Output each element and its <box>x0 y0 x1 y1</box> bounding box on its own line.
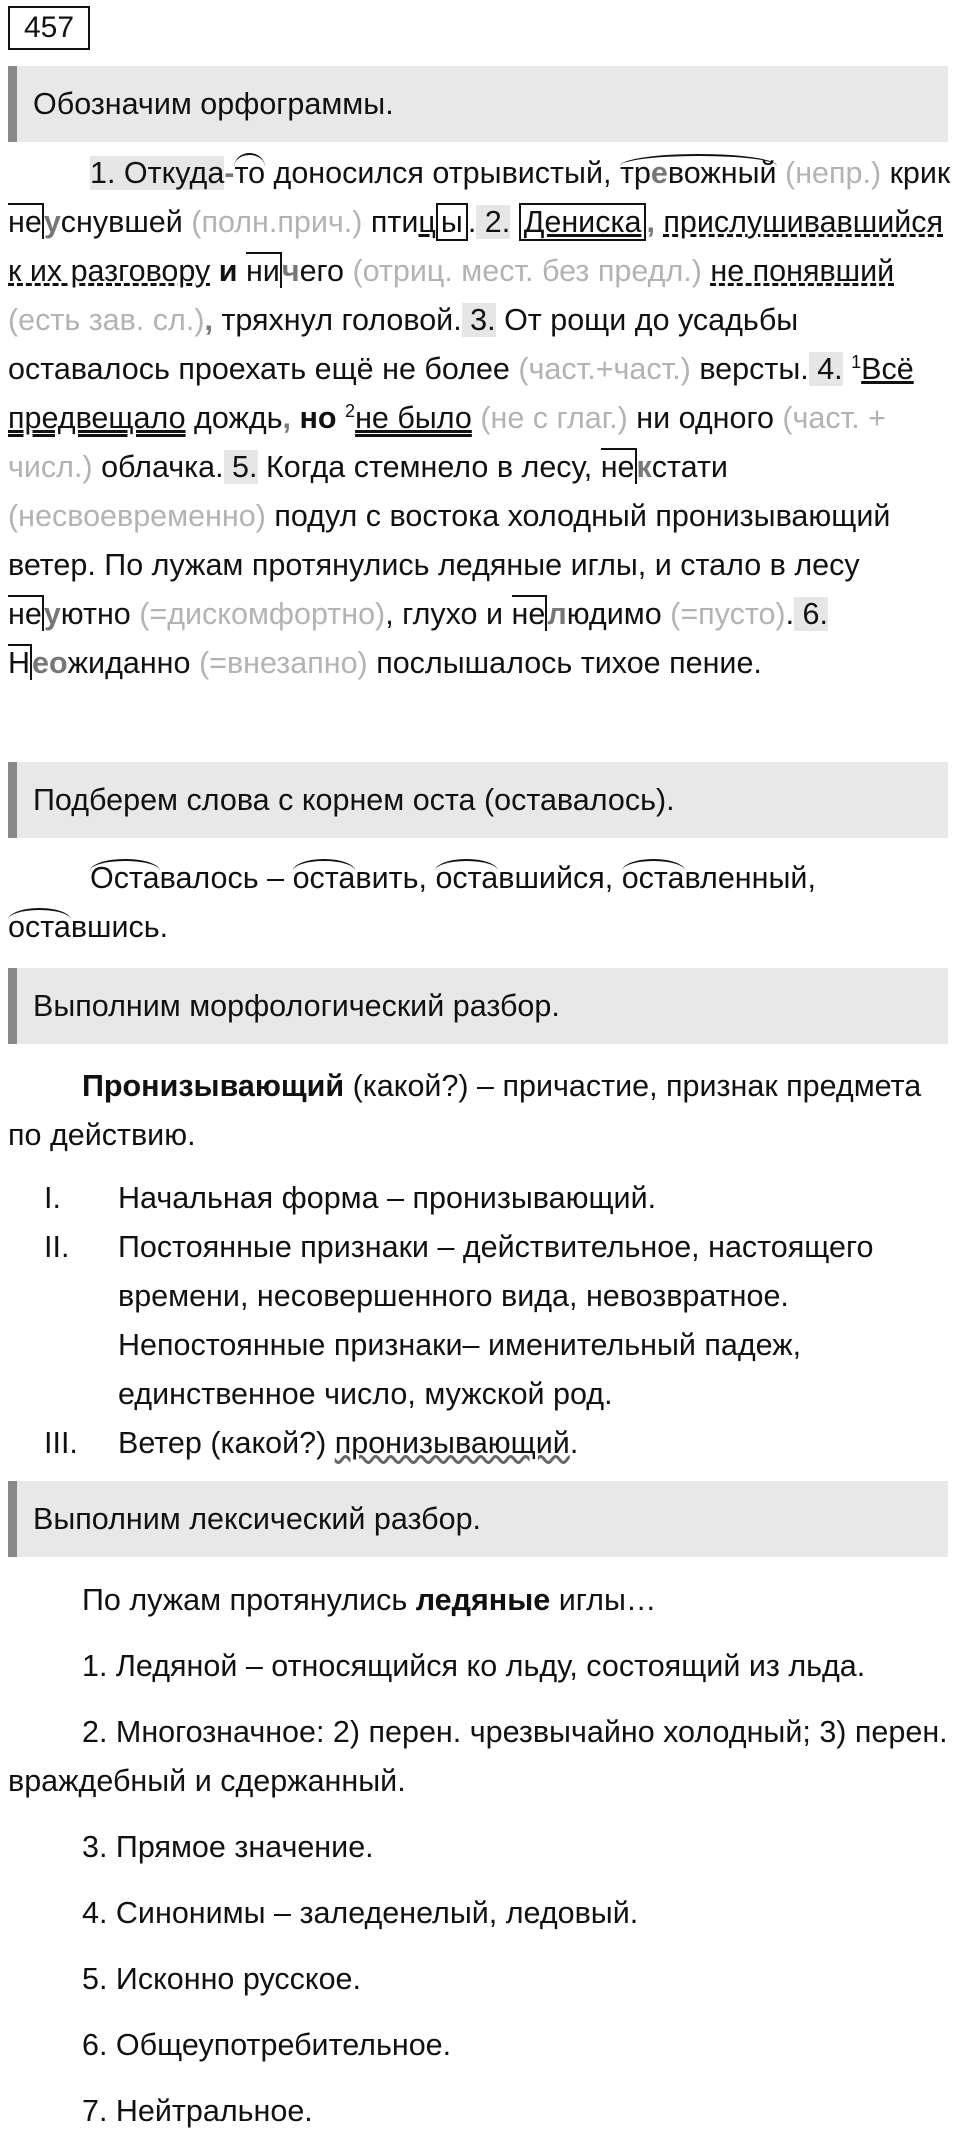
lexical-item: 3. Прямое значение. <box>82 1830 374 1864</box>
root-words-text <box>8 854 956 952</box>
lexical-intro: По лужам протянулись ледяные иглы… <box>82 1583 657 1617</box>
root-words-paragraph: Оставалось – оставить, оставшийся, оставленный, оставшись. <box>8 861 816 944</box>
orthogram-text <box>8 149 956 688</box>
morphology-item: III. Ветер (какой?) пронизывающий. <box>44 1426 579 1460</box>
section-header-root-words: Подберем слова с корнем оста (оставалось). <box>8 762 948 838</box>
lexical-item: 4. Синонимы – заледенелый, ледовый. <box>82 1896 639 1930</box>
lexical-text <box>8 1576 956 2153</box>
section-header-orthograms: Обозначим орфограммы. <box>8 66 948 142</box>
lexical-item: 2. Многозначное: 2) перен. чрезвычайно холодный; 3) перен. враждебный и сдержанный. <box>8 1715 948 1798</box>
orthogram-paragraph: 1. Откуда-то доносился отрывистый, тревожный (непр.) крик неуснувшей (полн.прич.) птиц ы . 2. Дениска , прислушивавшийся к их разговору и ничего (отриц. мест. без предл.) не понявший (есть зав. сл.), тряхнул головой. 3. От рощи до усадьбы оставалось проехать ещё не более (част.+част.) версты. 4. $^1$Всё предвещало дождь, но $^2$не было (не с глаг.) ни одного (част. + числ.) облачка. 5. Когда стемнело в лесу, некстати (несвоевременно) подул с востока холодный пронизывающий ветер. По лужам протянулись ледяные иглы, и стало в лесу неуютно (=дискомфортно), глухо и нелюдимо (=пусто). 6. Неожиданно (=внезапно) послышалось тихое пение. <box>8 149 956 688</box>
morphology-text <box>8 1062 956 1468</box>
section-header-morphology: Выполним морфологический разбор. <box>8 968 948 1044</box>
morphology-item: I. Начальная форма – пронизывающий. <box>44 1181 657 1215</box>
lexical-item: 5. Исконно русское. <box>82 1962 361 1996</box>
exercise-number: 457 <box>8 6 90 50</box>
lexical-item: 1. Ледяной – относящийся ко льду, состоящий из льда. <box>82 1649 866 1683</box>
morphology-item: II. Постоянные признаки – действительное, настоящего времени, несовершенного вида, невозвратное. Непостоянные признаки– именительный падеж, единственное число, мужской род. <box>44 1230 874 1411</box>
section-header-lexical: Выполним лексический разбор. <box>8 1481 948 1557</box>
morphology-intro: Пронизывающий (какой?) – причастие, признак предмета по действию. <box>8 1069 922 1152</box>
lexical-item: 7. Нейтральное. <box>82 2094 313 2128</box>
lexical-item: 6. Общеупотребительное. <box>82 2028 452 2062</box>
